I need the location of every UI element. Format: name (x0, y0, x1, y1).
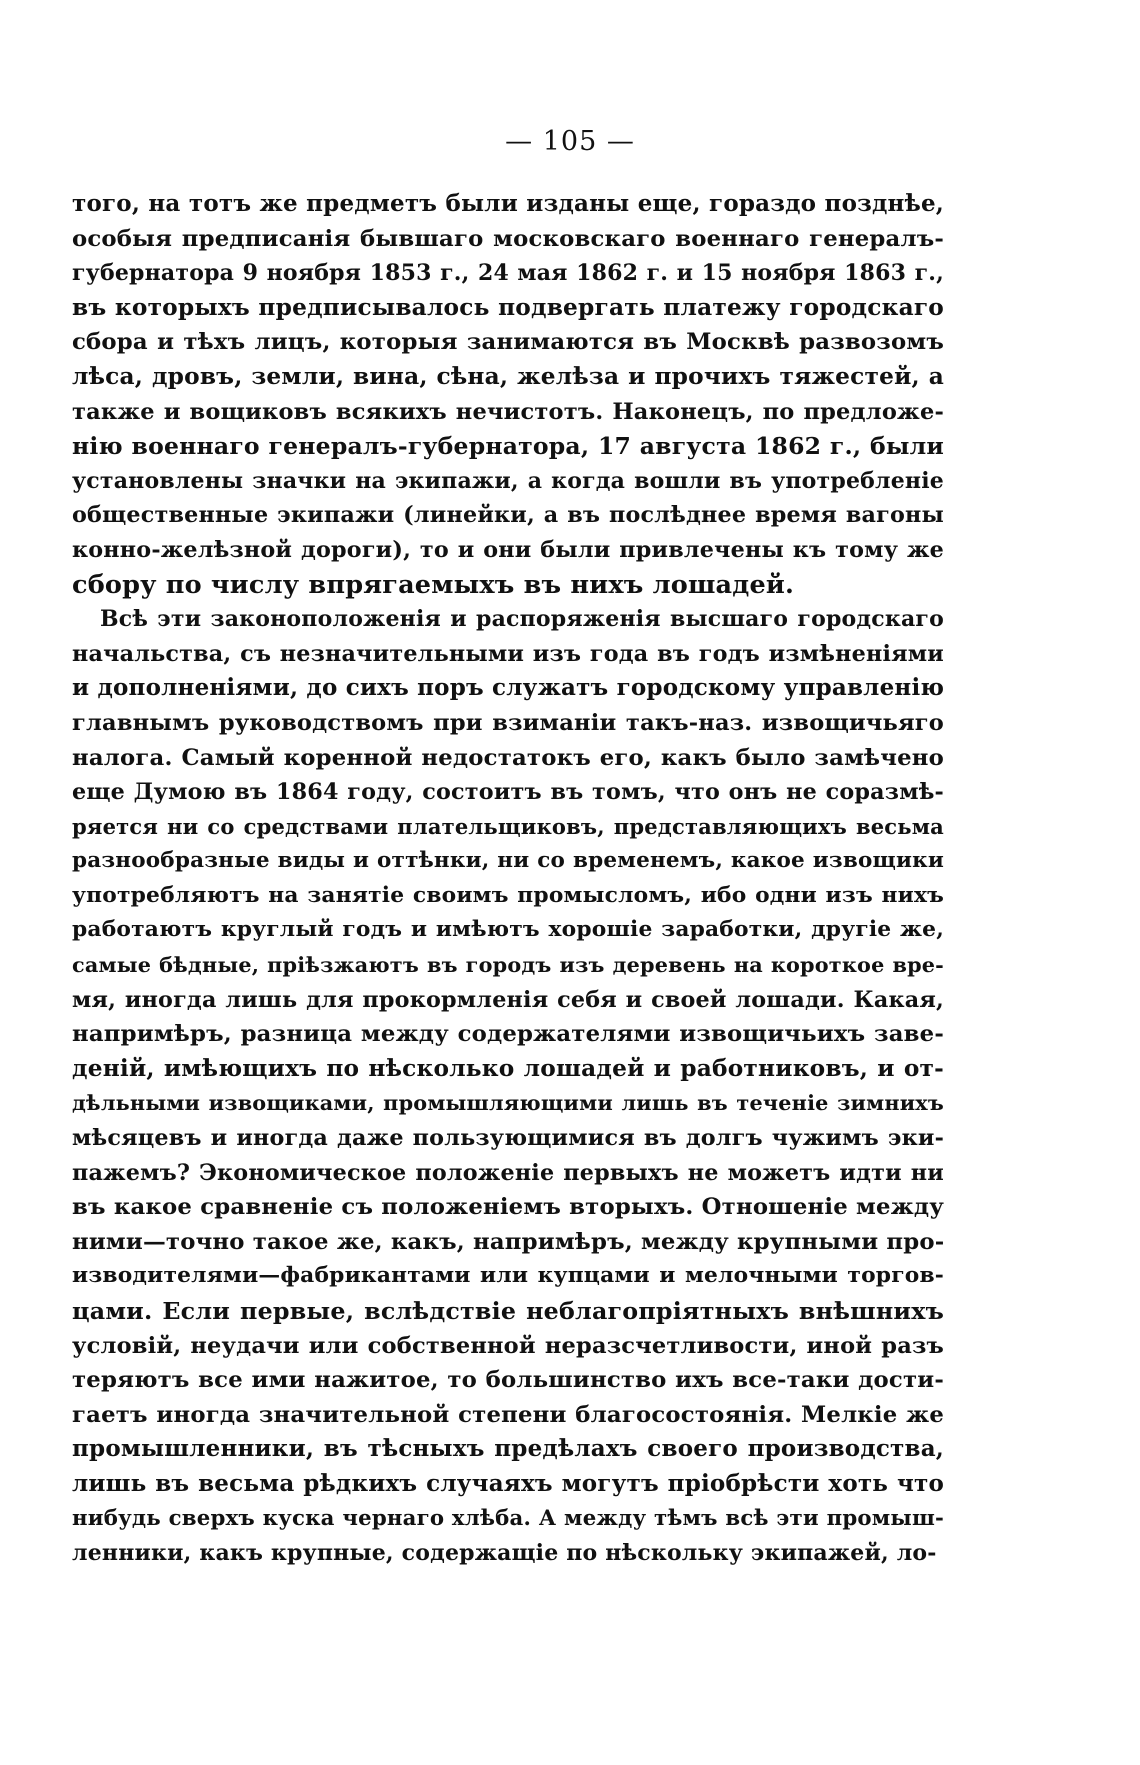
text-line: работаютъ круглый годъ и имѣютъ хорошіе заработки, другіе же, (72, 917, 944, 943)
text-line: разнообразные виды и оттѣнки, ни со временемъ, какое извощики (72, 848, 944, 874)
text-line: гаетъ иногда значительной степени благосостоянія. Мелкіе же (72, 1401, 944, 1428)
text-line: изводителями—фабрикантами или купцами и мелочными торгов- (72, 1263, 944, 1289)
body-text (72, 187, 944, 1571)
text-line: сбора и тѣхъ лицъ, которыя занимаются въ Москвѣ развозомъ (72, 329, 944, 356)
text-line: деній, имѣющихъ по нѣсколько лошадей и работниковъ, и от- (72, 1054, 944, 1082)
text-line: теряютъ все ими нажитое, то большинство ихъ все-таки дости- (72, 1367, 944, 1394)
text-line: еще Думою въ 1864 году, состоитъ въ томъ, что онъ не соразмѣ- (72, 779, 944, 806)
text-line: сбору по числу впрягаемыхъ въ нихъ лошадей. (72, 569, 795, 600)
text-line: также и вощиковъ всякихъ нечистотъ. Наконецъ, по предложе- (72, 398, 944, 425)
text-line: налога. Самый коренной недостатокъ его, какъ было замѣчено (72, 744, 944, 771)
text-line: въ какое сравненіе съ положеніемъ вторыхъ. Отношеніе между (72, 1194, 944, 1221)
text-line: нибудь сверхъ куска чернаго хлѣба. А между тѣмъ всѣ эти промыш- (72, 1505, 944, 1531)
text-line: лѣса, дровъ, земли, вина, сѣна, желѣза и прочихъ тяжестей, а (72, 362, 944, 390)
text-line: пажемъ? Экономическое положеніе первыхъ не можетъ идти ни (72, 1159, 944, 1186)
text-line: въ которыхъ предписывалось подвергать платежу городскаго (72, 293, 944, 321)
text-line: дѣльными извощиками, промышляющими лишь въ теченіе зимнихъ (72, 1091, 944, 1116)
text-line: Всѣ эти законоположенія и распоряженія высшаго городскаго (100, 606, 944, 633)
paragraph (72, 187, 944, 602)
text-line: губернатора 9 ноября 1853 г., 24 мая 1862 г. и 15 ноября 1863 г., (72, 260, 944, 287)
text-line: промышленники, въ тѣсныхъ предѣлахъ своего производства, (72, 1435, 944, 1463)
text-line: главнымъ руководствомъ при взиманіи такъ-наз. извощичьяго (72, 709, 944, 736)
text-line: конно-желѣзной дороги), то и они были привлечены къ тому же (72, 536, 944, 563)
text-line: общественные экипажи (линейки, а въ послѣднее время вагоны (72, 502, 944, 529)
text-line: цами. Если первые, вслѣдствіе неблагопріятныхъ внѣшнихъ (72, 1297, 944, 1325)
text-line: лишь въ весьма рѣдкихъ случаяхъ могутъ пріобрѣсти хоть что (72, 1469, 944, 1497)
text-line: того, на тотъ же предметъ были изданы еще, гораздо позднѣе, (72, 190, 944, 217)
text-line: и дополненіями, до сихъ поръ служатъ городскому управленію (72, 674, 945, 702)
text-line: напримѣръ, разница между содержателями извощичьихъ заве- (72, 1021, 944, 1048)
text-line: мя, иногда лишь для прокормленія себя и своей лошади. Какая, (72, 986, 944, 1013)
text-line: мѣсяцевъ и иногда даже пользующимися въ долгъ чужимъ эки- (72, 1125, 944, 1152)
text-line: особыя предписанія бывшаго московскаго военнаго генералъ- (72, 225, 944, 252)
page-number: — 105 — (505, 126, 635, 157)
text-line: ними—точно такое же, какъ, напримѣръ, между крупными про- (72, 1228, 945, 1255)
text-line: условій, неудачи или собственной неразсчетливости, иной разъ (72, 1332, 944, 1359)
text-line: ленники, какъ крупные, содержащіе по нѣскольку экипажей, ло- (72, 1540, 937, 1567)
text-line: самые бѣдные, пріѣзжаютъ въ городъ изъ деревень на короткое вре- (72, 953, 944, 978)
text-line: нію военнаго генералъ-губернатора, 17 августа 1862 г., были (72, 432, 944, 461)
text-line: установлены значки на экипажи, а когда вошли въ употребленіе (72, 467, 944, 494)
paragraph (72, 602, 944, 1571)
text-line: начальства, съ незначительными изъ года въ годъ измѣненіями (72, 640, 944, 667)
text-line: употребляютъ на занятіе своимъ промысломъ, ибо одни изъ нихъ (72, 882, 944, 908)
text-line: ряется ни со средствами плательщиковъ, представляющихъ весьма (72, 813, 944, 839)
